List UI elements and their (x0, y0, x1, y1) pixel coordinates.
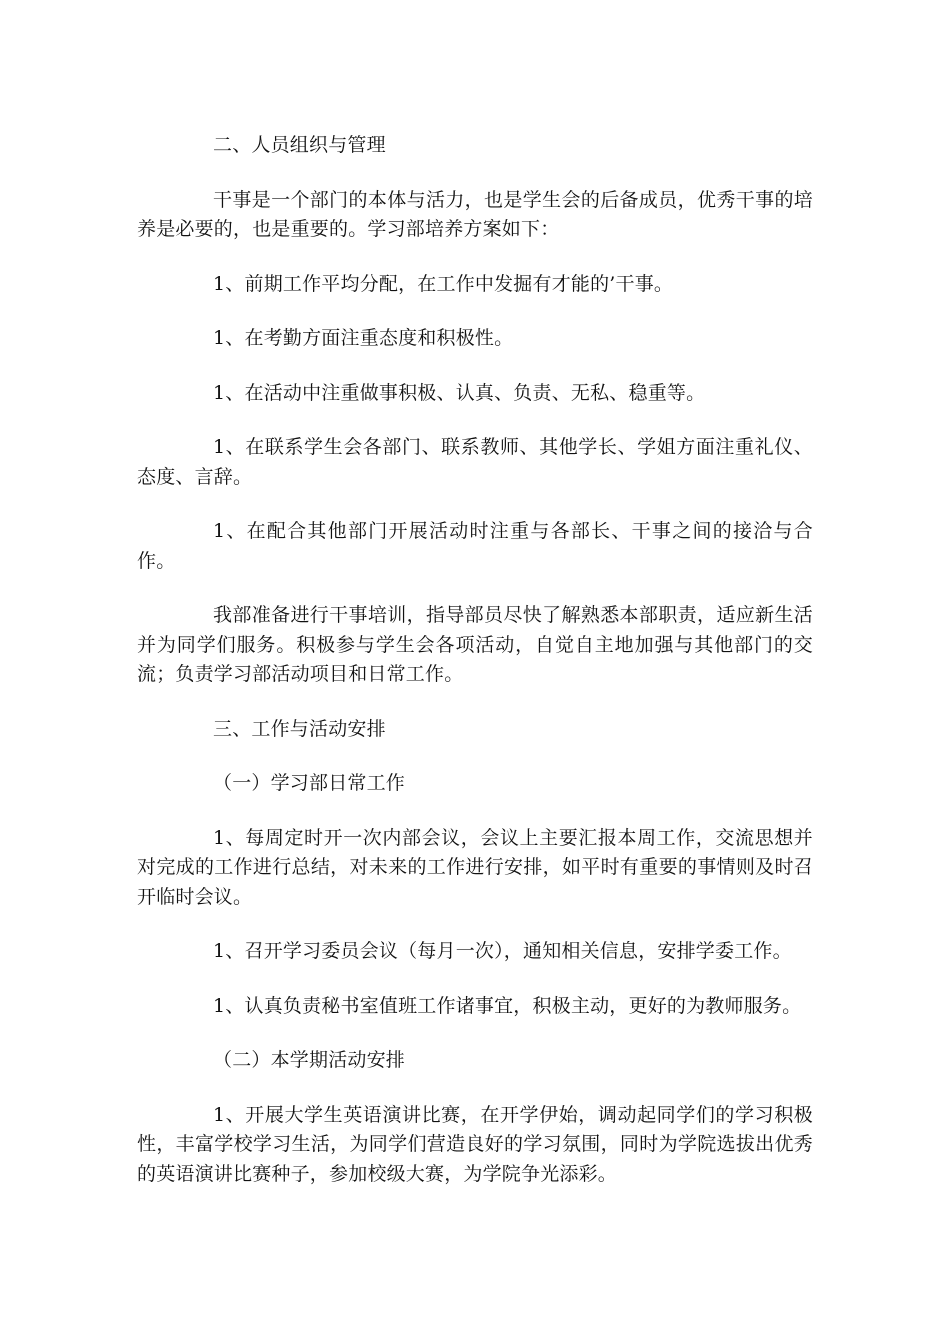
list-item: 1、在联系学生会各部门、联系教师、其他学长、学姐方面注重礼仪、态度、言辞。 (137, 436, 813, 488)
subsection-heading-semester: （二）本学期活动安排 (213, 1049, 406, 1071)
list-item: 1、在配合其他部门开展活动时注重与各部长、干事之间的接洽与合作。 (137, 520, 813, 572)
document-page (137, 131, 813, 1214)
list-item: 1、每周定时开一次内部会议，会议上主要汇报本周工作，交流思想并对完成的工作进行总结，对未来的工作进行安排，如平时有重要的事情则及时召开临时会议。 (137, 826, 813, 908)
list-item: 1、认真负责秘书室值班工作诸事宜，积极主动，更好的为教师服务。 (213, 994, 802, 1017)
section-heading-work: 三、工作与活动安排 (213, 717, 386, 740)
list-item: 1、开展大学生英语演讲比赛，在开学伊始，调动起同学们的学习积极性，丰富学校学习生活，为同学们营造良好的学习氛围，同时为学院选拔出优秀的英语演讲比赛种子，参加校级大赛，为学院争光添彩。 (137, 1103, 813, 1185)
paragraph-intro: 干事是一个部门的本体与活力，也是学生会的后备成员，优秀干事的培养是必要的，也是重要的。学习部培养方案如下： (137, 188, 813, 240)
list-item: 1、在活动中注重做事积极、认真、负责、无私、稳重等。 (213, 381, 706, 404)
list-item: 1、在考勤方面注重态度和积极性。 (213, 327, 514, 349)
list-item: 1、召开学习委员会议（每月一次），通知相关信息，安排学委工作。 (213, 940, 792, 962)
section-heading-personnel: 二、人员组织与管理 (213, 134, 386, 156)
paragraph-training: 我部准备进行干事培训，指导部员尽快了解熟悉本部职责，适应新生活并为同学们服务。积极参与学生会各项活动，自觉自主地加强与其他部门的交流；负责学习部活动项目和日常工作。 (137, 604, 813, 685)
list-item: 1、前期工作平均分配，在工作中发掘有才能的’干事。 (213, 272, 674, 295)
subsection-heading-daily: （一）学习部日常工作 (213, 772, 406, 794)
